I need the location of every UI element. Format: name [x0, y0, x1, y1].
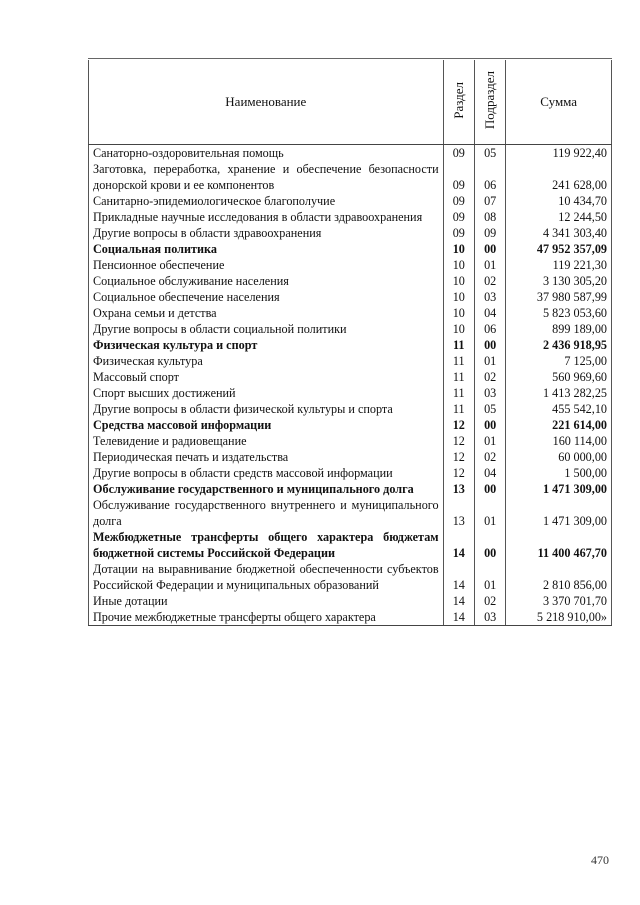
row-subsection: 04: [474, 305, 505, 321]
row-sum: 1 413 282,25: [506, 385, 612, 401]
row-name: Физическая культура и спорт: [89, 337, 444, 353]
header-subsection-label: Подраздел: [482, 70, 498, 130]
page-number: 470: [591, 853, 609, 867]
row-subsection: 06: [474, 321, 505, 337]
row-section: 10: [443, 241, 474, 257]
row-sum: 899 189,00: [506, 321, 612, 337]
row-sum: 47 952 357,09: [506, 241, 612, 257]
row-subsection: 00: [474, 337, 505, 353]
row-name: Дотации на выравнивание бюджетной обеспеченности субъектов Российской Федерации и муниципальных образований: [89, 561, 444, 593]
row-name: Другие вопросы в области средств массовой информации: [89, 465, 444, 481]
row-sum: 221 614,00: [506, 417, 612, 433]
table-row: [89, 529, 612, 561]
table-row: [89, 257, 612, 273]
row-name: Социальное обеспечение населения: [89, 289, 444, 305]
row-sum: 5 823 053,60: [506, 305, 612, 321]
table-row: [89, 481, 612, 497]
row-section: 10: [443, 321, 474, 337]
row-section: 11: [443, 353, 474, 369]
table-top-rule: [88, 58, 612, 59]
table-row: [89, 385, 612, 401]
row-section: 12: [443, 433, 474, 449]
row-name: Спорт высших достижений: [89, 385, 444, 401]
row-name: Пенсионное обеспечение: [89, 257, 444, 273]
row-section: 10: [443, 273, 474, 289]
row-name: Иные дотации: [89, 593, 444, 609]
row-subsection: 01: [474, 497, 505, 529]
row-subsection: 05: [474, 145, 505, 162]
row-section: 09: [443, 161, 474, 193]
row-subsection: 04: [474, 465, 505, 481]
row-name: Охрана семьи и детства: [89, 305, 444, 321]
row-sum: 7 125,00: [506, 353, 612, 369]
row-subsection: 01: [474, 353, 505, 369]
header-name: Наименование: [89, 60, 444, 145]
table-row: [89, 337, 612, 353]
row-sum: 3 130 305,20: [506, 273, 612, 289]
header-subsection: [474, 60, 505, 145]
row-section: 14: [443, 561, 474, 593]
row-section: 13: [443, 481, 474, 497]
row-name: Социальное обслуживание населения: [89, 273, 444, 289]
row-name: Средства массовой информации: [89, 417, 444, 433]
row-name: Обслуживание государственного внутреннего и муниципального долга: [89, 497, 444, 529]
row-section: 12: [443, 417, 474, 433]
row-name: Прикладные научные исследования в области здравоохранения: [89, 209, 444, 225]
row-sum: 160 114,00: [506, 433, 612, 449]
table-row: [89, 401, 612, 417]
row-section: 13: [443, 497, 474, 529]
row-sum: 1 471 309,00: [506, 481, 612, 497]
table-row: [89, 193, 612, 209]
row-sum: 2 810 856,00: [506, 561, 612, 593]
row-section: 09: [443, 209, 474, 225]
row-subsection: 08: [474, 209, 505, 225]
table-row: [89, 593, 612, 609]
row-name: Массовый спорт: [89, 369, 444, 385]
row-name: Физическая культура: [89, 353, 444, 369]
row-subsection: 09: [474, 225, 505, 241]
row-sum: 560 969,60: [506, 369, 612, 385]
row-subsection: 06: [474, 161, 505, 193]
row-section: 09: [443, 145, 474, 162]
row-section: 10: [443, 257, 474, 273]
row-sum: 455 542,10: [506, 401, 612, 417]
header-row: [89, 60, 612, 145]
row-subsection: 07: [474, 193, 505, 209]
row-subsection: 00: [474, 241, 505, 257]
row-name: Обслуживание государственного и муниципального долга: [89, 481, 444, 497]
table-row: [89, 145, 612, 162]
table-row: [89, 161, 612, 193]
row-name: Межбюджетные трансферты общего характера бюджетам бюджетной системы Российской Федерации: [89, 529, 444, 561]
table-row: [89, 465, 612, 481]
table-row: [89, 321, 612, 337]
row-subsection: 00: [474, 481, 505, 497]
row-subsection: 03: [474, 385, 505, 401]
row-section: 14: [443, 529, 474, 561]
row-subsection: 01: [474, 433, 505, 449]
row-name: Санаторно-оздоровительная помощь: [89, 145, 444, 162]
row-sum: 3 370 701,70: [506, 593, 612, 609]
row-section: 14: [443, 593, 474, 609]
table-row: [89, 433, 612, 449]
row-sum: 1 500,00: [506, 465, 612, 481]
row-section: 12: [443, 465, 474, 481]
header-section: [443, 60, 474, 145]
table-row: [89, 353, 612, 369]
row-sum: 12 244,50: [506, 209, 612, 225]
table-row: [89, 417, 612, 433]
row-sum: 11 400 467,70: [506, 529, 612, 561]
row-section: 09: [443, 225, 474, 241]
row-section: 10: [443, 305, 474, 321]
row-subsection: 03: [474, 609, 505, 626]
row-name: Телевидение и радиовещание: [89, 433, 444, 449]
row-sum: 4 341 303,40: [506, 225, 612, 241]
table-body: [89, 145, 612, 626]
table-row: [89, 369, 612, 385]
table-row: [89, 225, 612, 241]
row-name: Социальная политика: [89, 241, 444, 257]
row-subsection: 00: [474, 529, 505, 561]
row-sum: 1 471 309,00: [506, 497, 612, 529]
row-subsection: 03: [474, 289, 505, 305]
row-subsection: 02: [474, 449, 505, 465]
table-row: [89, 305, 612, 321]
row-name: Прочие межбюджетные трансферты общего характера: [89, 609, 444, 626]
row-subsection: 02: [474, 273, 505, 289]
table-row: [89, 289, 612, 305]
row-section: 14: [443, 609, 474, 626]
row-sum: 37 980 587,99: [506, 289, 612, 305]
row-section: 09: [443, 193, 474, 209]
row-subsection: 01: [474, 561, 505, 593]
row-sum: 5 218 910,00»: [506, 609, 612, 626]
table-row: [89, 497, 612, 529]
row-section: 11: [443, 401, 474, 417]
table-row: [89, 209, 612, 225]
row-sum: 2 436 918,95: [506, 337, 612, 353]
row-name: Санитарно-эпидемиологическое благополучие: [89, 193, 444, 209]
table-row: [89, 609, 612, 626]
row-sum: 60 000,00: [506, 449, 612, 465]
header-sum: Сумма: [506, 60, 612, 145]
table-row: [89, 561, 612, 593]
row-section: 12: [443, 449, 474, 465]
row-name: Другие вопросы в области социальной политики: [89, 321, 444, 337]
row-name: Заготовка, переработка, хранение и обеспечение безопасности донорской крови и ее компонентов: [89, 161, 444, 193]
row-subsection: 00: [474, 417, 505, 433]
table-row: [89, 273, 612, 289]
row-sum: 241 628,00: [506, 161, 612, 193]
row-subsection: 01: [474, 257, 505, 273]
row-sum: 10 434,70: [506, 193, 612, 209]
row-subsection: 02: [474, 369, 505, 385]
row-section: 11: [443, 369, 474, 385]
table-row: [89, 241, 612, 257]
row-section: 10: [443, 289, 474, 305]
header-section-label: Раздел: [450, 81, 466, 119]
row-section: 11: [443, 337, 474, 353]
row-subsection: 02: [474, 593, 505, 609]
row-name: Периодическая печать и издательства: [89, 449, 444, 465]
budget-table: [88, 60, 612, 626]
row-name: Другие вопросы в области здравоохранения: [89, 225, 444, 241]
row-subsection: 05: [474, 401, 505, 417]
table-row: [89, 449, 612, 465]
row-sum: 119 221,30: [506, 257, 612, 273]
row-sum: 119 922,40: [506, 145, 612, 162]
row-name: Другие вопросы в области физической культуры и спорта: [89, 401, 444, 417]
row-section: 11: [443, 385, 474, 401]
